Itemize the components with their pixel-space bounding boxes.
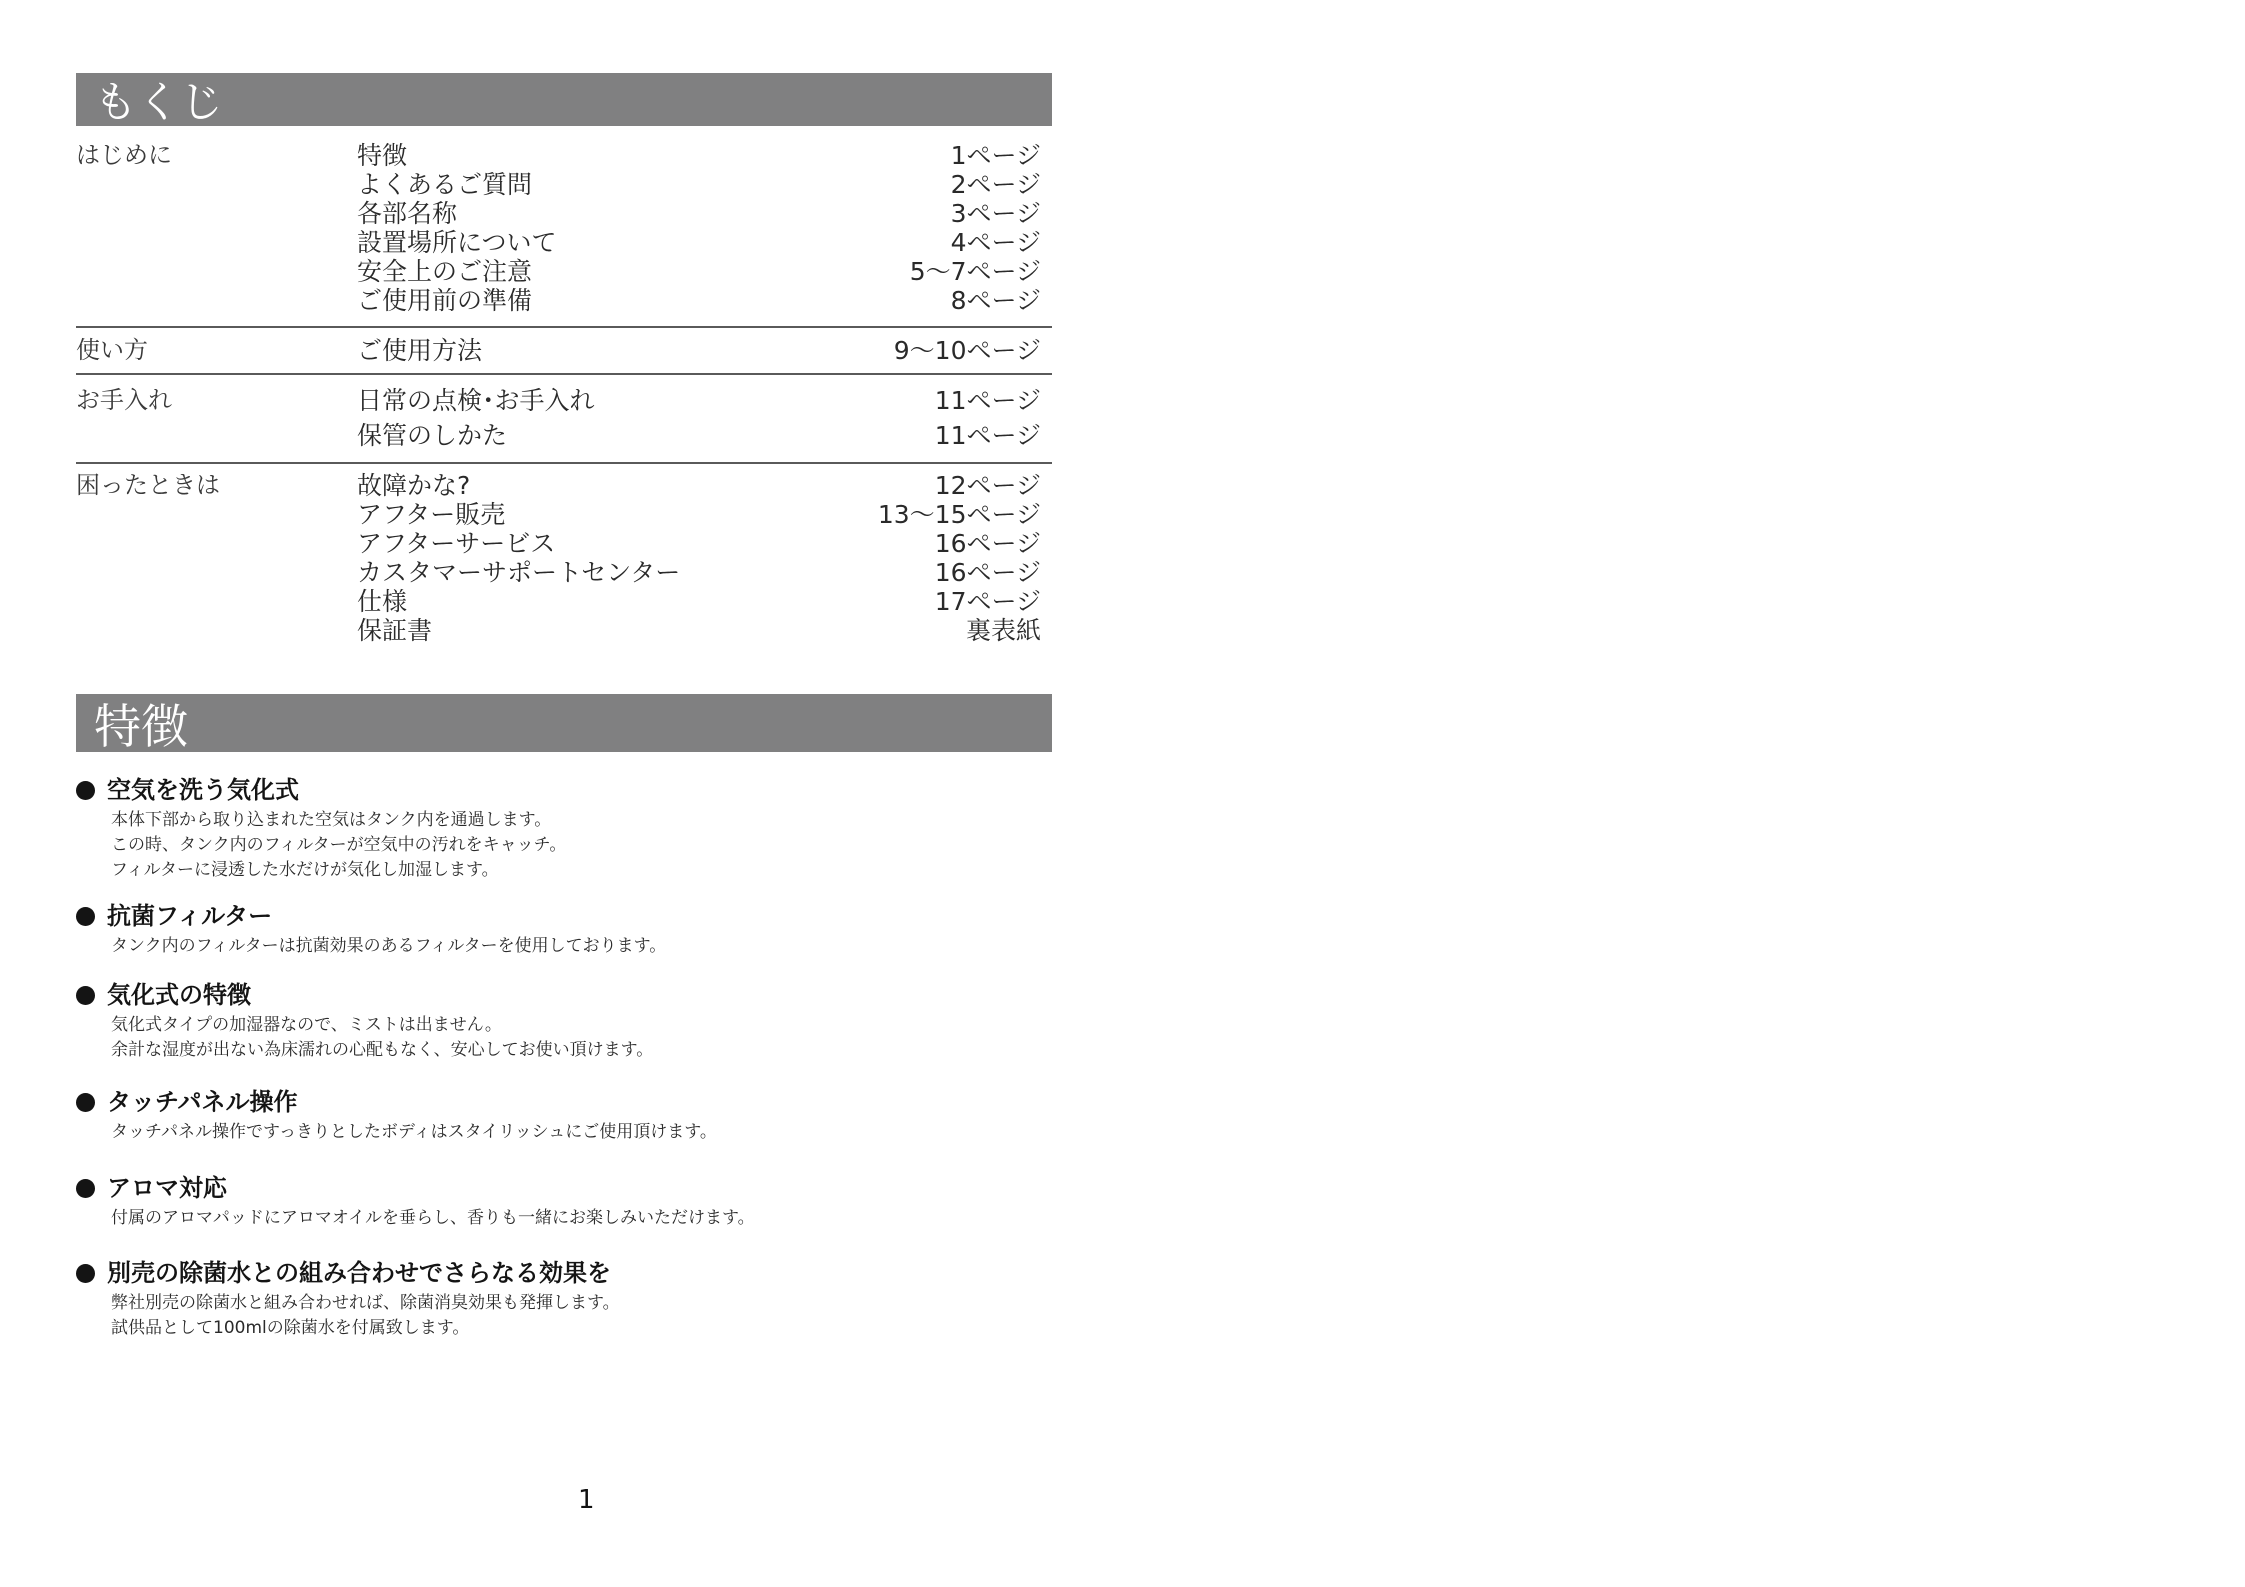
toc-item[interactable] [357, 421, 1052, 450]
feature-heading-row [76, 1087, 1052, 1117]
feature-heading: タッチパネル操作 [107, 1088, 298, 1116]
feature-line: 弊社別売の除菌水と組み合わせれば、除菌消臭効果も発揮します。 [111, 1293, 620, 1313]
toc-item-label: 保管のしかた [357, 421, 508, 450]
toc-item-label: よくあるご質問 [357, 170, 533, 199]
toc-item-page: 13〜15ページ [877, 500, 1041, 529]
toc-item-label: 故障かな? [357, 471, 471, 500]
toc-item-list [357, 386, 1052, 450]
toc-item[interactable] [357, 386, 1052, 421]
toc-item[interactable] [357, 558, 1052, 587]
toc-item-page: 8ページ [950, 286, 1041, 315]
toc-item-label: 仕様 [357, 587, 408, 616]
toc-item-list [357, 141, 1052, 315]
toc-item-label: 設置場所について [357, 228, 557, 257]
feature-item [76, 1258, 1052, 1341]
bullet-icon [76, 907, 95, 926]
toc-item-label: ご使用方法 [357, 336, 483, 365]
toc-category: はじめに [76, 141, 172, 169]
feature-description [111, 1120, 1052, 1145]
feature-heading: 抗菌フィルター [107, 902, 273, 930]
toc-item[interactable] [357, 500, 1052, 529]
toc-group-maintenance [76, 386, 1052, 456]
toc-item[interactable] [357, 471, 1052, 500]
feature-item [76, 1087, 1052, 1145]
toc-item-page: 4ページ [950, 228, 1041, 257]
toc-title: もくじ [94, 78, 223, 128]
bullet-icon [76, 986, 95, 1005]
feature-description [111, 1013, 1052, 1063]
feature-description [111, 1206, 1052, 1231]
toc-item[interactable] [357, 336, 1052, 365]
bullet-icon [76, 1264, 95, 1283]
toc-item-label: 各部名称 [357, 199, 458, 228]
toc-group-troubleshooting [76, 471, 1052, 651]
toc-item[interactable] [357, 286, 1052, 315]
toc-divider [76, 462, 1052, 464]
feature-heading: 空気を洗う気化式 [107, 776, 299, 804]
feature-heading-row [76, 775, 1052, 805]
toc-category: 使い方 [76, 336, 148, 364]
page-number: 1 [578, 1485, 595, 1515]
feature-description [111, 1291, 1052, 1341]
feature-description [111, 808, 1052, 883]
toc-item-page: 17ページ [934, 587, 1041, 616]
toc-item[interactable] [357, 199, 1052, 228]
feature-line: タッチパネル操作ですっきりとしたボディはスタイリッシュにご使用頂けます。 [111, 1122, 717, 1142]
feature-line: 余計な湿度が出ない為床濡れの心配もなく、安心してお使い頂けます。 [111, 1040, 654, 1060]
toc-category: お手入れ [76, 386, 172, 414]
toc-item[interactable] [357, 529, 1052, 558]
feature-heading: アロマ対応 [107, 1174, 227, 1202]
feature-line: この時、タンク内のフィルターが空気中の汚れをキャッチ。 [111, 835, 567, 855]
toc-item[interactable] [357, 141, 1052, 170]
feature-heading-row [76, 980, 1052, 1010]
feature-item [76, 775, 1052, 883]
toc-item-label: カスタマーサポートセンター [357, 558, 681, 587]
bullet-icon [76, 1179, 95, 1198]
feature-description [111, 934, 1052, 959]
toc-item-page: 11ページ [934, 421, 1041, 450]
feature-item [76, 1173, 1052, 1231]
features-title: 特徴 [94, 699, 188, 755]
toc-title-bar [76, 73, 1052, 126]
toc-item-label: アフター販売 [357, 500, 506, 529]
feature-heading-row [76, 1258, 1052, 1288]
feature-line: 試供品として100mlの除菌水を付属致します。 [111, 1318, 470, 1338]
feature-item [76, 980, 1052, 1063]
toc-group-usage [76, 336, 1052, 366]
feature-heading-row [76, 1173, 1052, 1203]
feature-line: 本体下部から取り込まれた空気はタンク内を通過します。 [111, 810, 552, 830]
toc-divider [76, 326, 1052, 328]
toc-item-page: 9〜10ページ [893, 336, 1041, 365]
toc-item-page: 16ページ [934, 558, 1041, 587]
features-title-bar [76, 694, 1052, 755]
toc-item-page: 12ページ [934, 471, 1041, 500]
toc-item[interactable] [357, 170, 1052, 199]
bullet-icon [76, 1093, 95, 1112]
toc-item-label: アフターサービス [357, 529, 556, 558]
toc-category: 困ったときは [76, 471, 220, 499]
toc-item-list [357, 336, 1052, 365]
toc-item-label: 保証書 [357, 616, 433, 645]
toc-item[interactable] [357, 616, 1052, 645]
toc-item-page: 1ページ [950, 141, 1041, 170]
toc-item-label: 安全上のご注意 [357, 257, 533, 286]
bullet-icon [76, 781, 95, 800]
toc-item-page: 3ページ [950, 199, 1041, 228]
toc-item-page: 5〜7ページ [909, 257, 1041, 286]
toc-divider [76, 373, 1052, 375]
toc-item-label: 特徴 [357, 141, 408, 170]
toc-group-introduction [76, 141, 1052, 321]
feature-line: タンク内のフィルターは抗菌効果のあるフィルターを使用しております。 [111, 936, 667, 956]
toc-item-list [357, 471, 1052, 645]
toc-item-page: 16ページ [934, 529, 1041, 558]
feature-item [76, 901, 1052, 959]
feature-heading: 気化式の特徴 [107, 981, 251, 1009]
toc-item-page: 2ページ [950, 170, 1041, 199]
feature-heading: 別売の除菌水との組み合わせでさらなる効果を [107, 1259, 611, 1287]
toc-item[interactable] [357, 587, 1052, 616]
toc-item[interactable] [357, 257, 1052, 286]
feature-heading-row [76, 901, 1052, 931]
toc-item-page: 裏表紙 [965, 616, 1041, 645]
toc-item[interactable] [357, 228, 1052, 257]
toc-item-label: 日常の点検･お手入れ [357, 386, 595, 415]
toc-item-label: ご使用前の準備 [357, 286, 533, 315]
feature-line: フィルターに浸透した水だけが気化し加湿します。 [111, 860, 499, 880]
feature-line: 気化式タイプの加湿器なので、ミストは出ません。 [111, 1015, 502, 1035]
feature-line: 付属のアロマパッドにアロマオイルを垂らし、香りも一緒にお楽しみいただけます。 [111, 1208, 755, 1228]
toc-item-page: 11ページ [934, 386, 1041, 415]
